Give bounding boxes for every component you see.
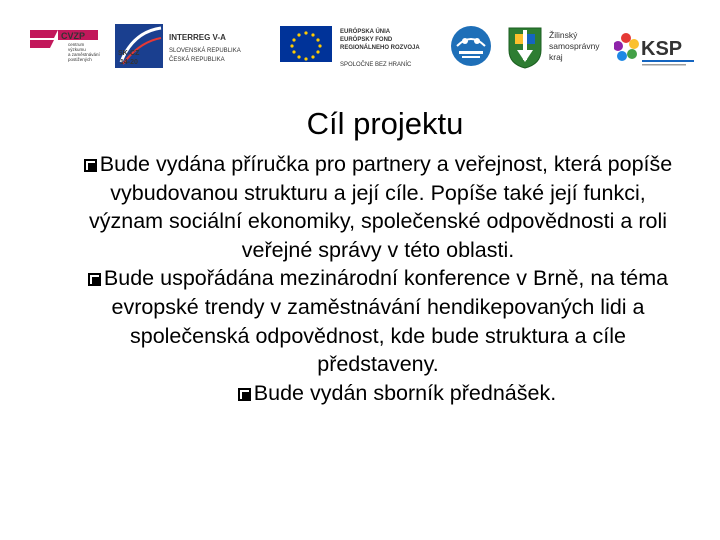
eu-slogan: SPOLOČNE BEZ HRANÍC [340, 62, 412, 68]
logo-bar [0, 0, 720, 100]
interreg-line2: ČESKÁ REPUBLIKA [169, 57, 225, 63]
paragraph-text: Bude uspořádána mezinárodní konference v Brně, na téma evropské trendy v zaměstnávání hendikepovaných lidi a společenská odpovědnost, kde bude struktura a cíle představeny. [103, 266, 669, 377]
zilina-region-logo [547, 28, 611, 68]
interreg-badge-top: SK-CZ [118, 50, 140, 57]
cvzp-logo [28, 24, 100, 64]
checkbox-bullet-icon [88, 273, 101, 286]
eu-line3: REGIONÁLNEHO ROZVOJA [340, 45, 420, 51]
cvzp-line: centrum [68, 42, 85, 47]
partner-emblem-logo [449, 24, 493, 68]
interreg-line1: SLOVENSKÁ REPUBLIKA [169, 48, 241, 54]
cvzp-line: výzkumu [68, 47, 86, 52]
coat-of-arms-logo [507, 26, 543, 70]
cvzp-line: postižených [68, 57, 92, 62]
checkbox-bullet-icon [238, 388, 251, 401]
slide-body [78, 150, 678, 407]
slide-title: Cíl projektu [306, 106, 464, 141]
bullet-paragraph [78, 150, 678, 264]
ksp-name: KSP [641, 38, 683, 60]
eu-logo [278, 22, 436, 70]
checkbox-bullet-icon [84, 159, 97, 172]
eu-line1: EURÓPSKA ÚNIA [340, 29, 391, 35]
cvzp-line: a zaměstnávání [68, 52, 100, 57]
paragraph-text: Bude vydána příručka pro partnery a veřejnost, která popíše vybudovanou strukturu a její cíle. Popíše také její funkci, význam sociální ekonomiky, společenské odpovědnosti a roli veřejné správy v této oblasti. [88, 152, 673, 262]
zilina-line3: kraj [549, 52, 563, 62]
zilina-line1: Žilinský [549, 30, 578, 40]
paragraph-text: Bude vydán sborník přednášek. [253, 380, 557, 405]
bullet-paragraph [78, 264, 678, 378]
bullet-paragraph [78, 379, 678, 408]
interreg-program: INTERREG V-A [169, 33, 226, 42]
cvzp-name: CVZP [61, 31, 86, 41]
interreg-logo [113, 22, 263, 70]
eu-line2: EURÓPSKY FOND [340, 37, 393, 43]
interreg-badge-bottom: 14-20 [120, 59, 138, 66]
zilina-line2: samosprávny [549, 41, 600, 51]
ksp-logo [614, 28, 698, 70]
